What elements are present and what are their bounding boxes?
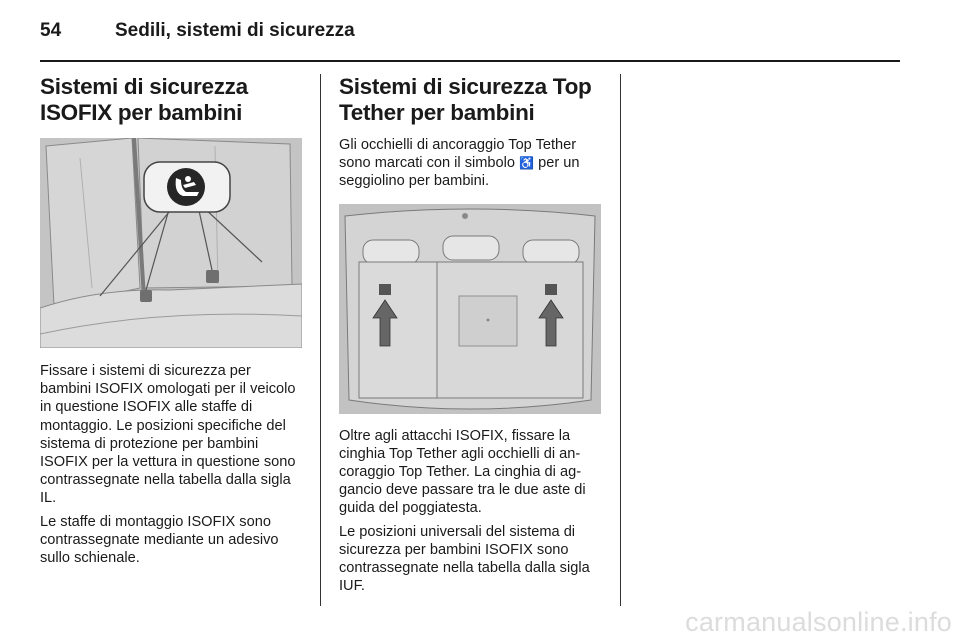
top-tether-heading-line1: Sistemi di sicurezza Top — [339, 74, 592, 99]
child-seat-icon — [167, 168, 205, 206]
right-column — [339, 74, 605, 595]
section-title: Sedili, sistemi di sicurezza — [115, 20, 355, 41]
top-tether-heading-line2: Tether per bambini — [339, 100, 535, 125]
column-divider-right — [620, 74, 621, 606]
header-rule — [40, 60, 900, 62]
isofix-paragraph-1: Fissare i sistemi di sicurezza per bambini ISOFIX omologati per il veicolo in questione ISOFIX alle staffe di montaggio. Le posizioni specifiche del sistema di protezione per bambini ISOFIX per la vettura in questione sono contrassegnate nella tabella dalla sigla IL. — [40, 363, 296, 507]
child-seat-symbol-icon: ♿ — [519, 156, 535, 171]
isofix-paragraph-2: Le staffe di montaggio ISOFIX sono contrassegnate mediante un adesivo sullo schienale. — [40, 513, 279, 567]
isofix-heading-line1: Sistemi di sicurezza — [40, 74, 248, 99]
page-number: 54 — [40, 20, 62, 41]
watermark: carmanualsonline.info — [685, 607, 952, 637]
isofix-seat-illustration — [40, 138, 302, 348]
top-tether-illustration — [339, 204, 601, 414]
intro-text-after: per un seggiolino per bambini. — [339, 155, 580, 190]
top-tether-paragraph-2: Le posizioni universali del sistema di sicurezza per bambini ISOFIX sono contrassegnate nella tabella dalla sigla IUF. — [339, 523, 590, 595]
top-tether-paragraph-1: Oltre agli attacchi ISOFIX, fissare la cinghia Top Tether agli occhielli di ancoraggio Top Tether. La cinghia di aggancio deve passare tra le due aste di guida del poggiatesta. — [339, 427, 586, 517]
left-column — [40, 74, 304, 567]
isofix-heading — [40, 74, 304, 126]
intro-text-before: Gli occhielli di ancoraggio Top Tether sono marcati con il simbolo — [339, 137, 577, 172]
top-tether-intro — [339, 136, 605, 191]
top-tether-heading — [339, 74, 605, 126]
isofix-heading-line2: ISOFIX per bambini — [40, 100, 243, 125]
column-divider-left — [320, 74, 321, 606]
